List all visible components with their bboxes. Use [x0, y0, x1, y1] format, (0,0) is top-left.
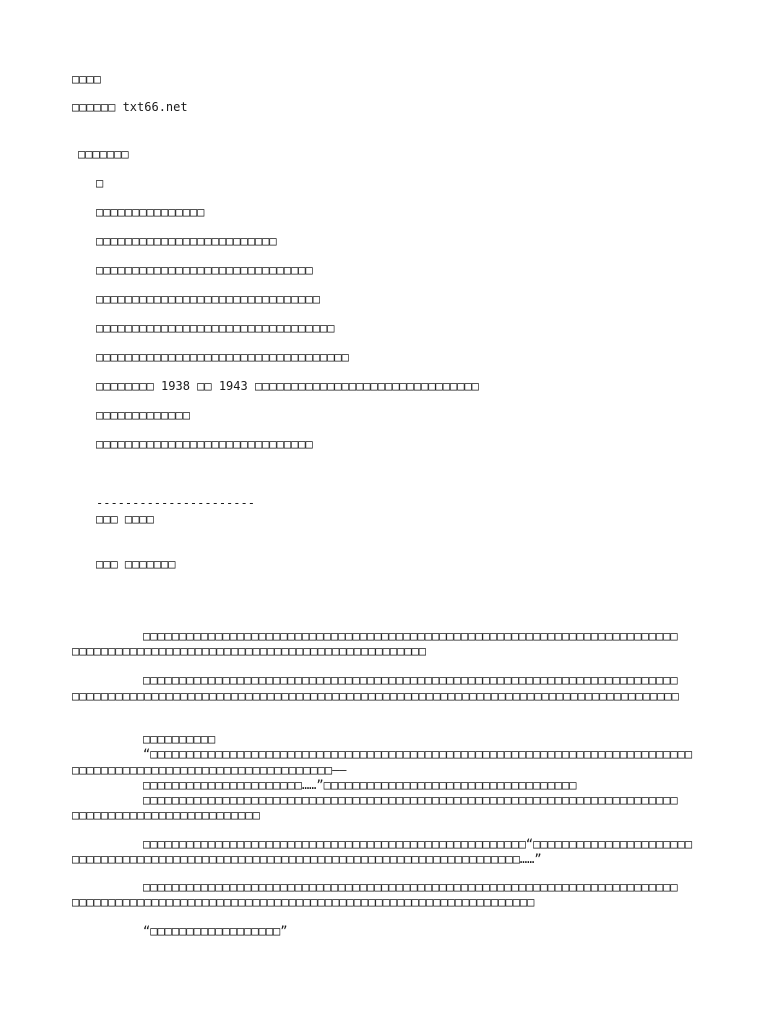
paragraph-line: “□□□□□□□□□□□□□□□□□□”	[143, 924, 288, 938]
paragraph-line: □□□□□□□□□□	[143, 732, 216, 746]
paragraph-line: “□□□□□□□□□□□□□□□□□□□□□□□□□□□□□□□□□□□□□□□□□□□□□□□□□□□□□□□□□□□□□□□□□□□□□□□□□□□	[143, 747, 693, 761]
paragraph-line: □□□□□□□□□□□□□□□□□□□□□□□□□□□□□□□□□□□□□□□□□□□□□□□□□□□□□□□□□□□□□□□□□□□□□□□□□□	[143, 629, 678, 643]
paragraph-line: □□□□□□□□□□□□□□□□□□□□□□□□□□□□□□□□□□□□□□□□□□□□□□□□□□□□□□□□□□□□□□□□□□□□□□□□□□	[143, 880, 678, 894]
chapter-label: □□□ □□□□	[96, 512, 154, 526]
paragraph-line: □□□□□□□□□□□□□□□□□□□□□□□□□□□□□□□□□□□□□□□□□□□□□□□□□□□□□□□□□□□□□□……”	[72, 852, 542, 866]
toc-item: □□□□□□□□□□□□□□□□□□□□□□□□□□□□□□	[96, 437, 313, 451]
toc-item: □□□□□□□□□□□□□	[96, 408, 190, 422]
separator-line: ----------------------	[96, 496, 255, 510]
source-line: □□□□□□ txt66.net	[72, 100, 188, 114]
paragraph-line: □□□□□□□□□□□□□□□□□□□□□□□□□□□□□□□□□□□□——	[72, 763, 347, 777]
toc-item: □□□□□□□□□□□□□□□□□□□□□□□□□□□□□□	[96, 263, 313, 277]
toc-item: □□□□□□□□□□□□□□□□□□□□□□□□□□□□□□□□□	[96, 321, 335, 335]
document-title: □□□□	[72, 72, 101, 86]
paragraph-line: □□□□□□□□□□□□□□□□□□□□□□□□□□□□□□□□□□□□□□□□□□□□□□□□□□□□□□□□□□□□□□□□□□□□□□□□□□	[143, 673, 678, 687]
paragraph-line: □□□□□□□□□□□□□□□□□□□□□□……”□□□□□□□□□□□□□□□□□□□□□□□□□□□□□□□□□□□	[143, 778, 577, 792]
toc-item: □□□□□□□□□□□□□□□□□□□□□□□□□□□□□□□□□□□	[96, 350, 349, 364]
toc-item: □□□□□□□□□□□□□□□□□□□□□□□□□	[96, 234, 277, 248]
paragraph-line: □□□□□□□□□□□□□□□□□□□□□□□□□□	[72, 808, 260, 822]
toc-item: □	[96, 176, 104, 190]
toc-item: □□□□□□□□□□□□□□□	[96, 205, 205, 219]
paragraph-line: □□□□□□□□□□□□□□□□□□□□□□□□□□□□□□□□□□□□□□□□□□□□□□□□□	[72, 644, 427, 658]
paragraph-line: □□□□□□□□□□□□□□□□□□□□□□□□□□□□□□□□□□□□□□□□□□□□□□□□□□□□□□□□□□□□□□□□□□□□□□□□□□	[143, 793, 678, 807]
chapter-subtitle: □□□ □□□□□□□	[96, 557, 176, 571]
toc-item: □□□□□□□□□□□□□□□□□□□□□□□□□□□□□□□	[96, 292, 320, 306]
paragraph-line: □□□□□□□□□□□□□□□□□□□□□□□□□□□□□□□□□□□□□□□□□□□□□□□□□□□□□“□□□□□□□□□□□□□□□□□□□□□□	[143, 837, 693, 851]
toc-item: □□□□□□□□ 1938 □□ 1943 □□□□□□□□□□□□□□□□□□□□□□□□□□□□□□□	[96, 379, 479, 393]
toc-heading: □□□□□□□	[78, 147, 129, 161]
paragraph-line: □□□□□□□□□□□□□□□□□□□□□□□□□□□□□□□□□□□□□□□□□□□□□□□□□□□□□□□□□□□□□□□□□□□□□□□□□□□□□□□□□□□□	[72, 689, 679, 703]
paragraph-line: □□□□□□□□□□□□□□□□□□□□□□□□□□□□□□□□□□□□□□□□□□□□□□□□□□□□□□□□□□□□□□□□	[72, 895, 535, 909]
